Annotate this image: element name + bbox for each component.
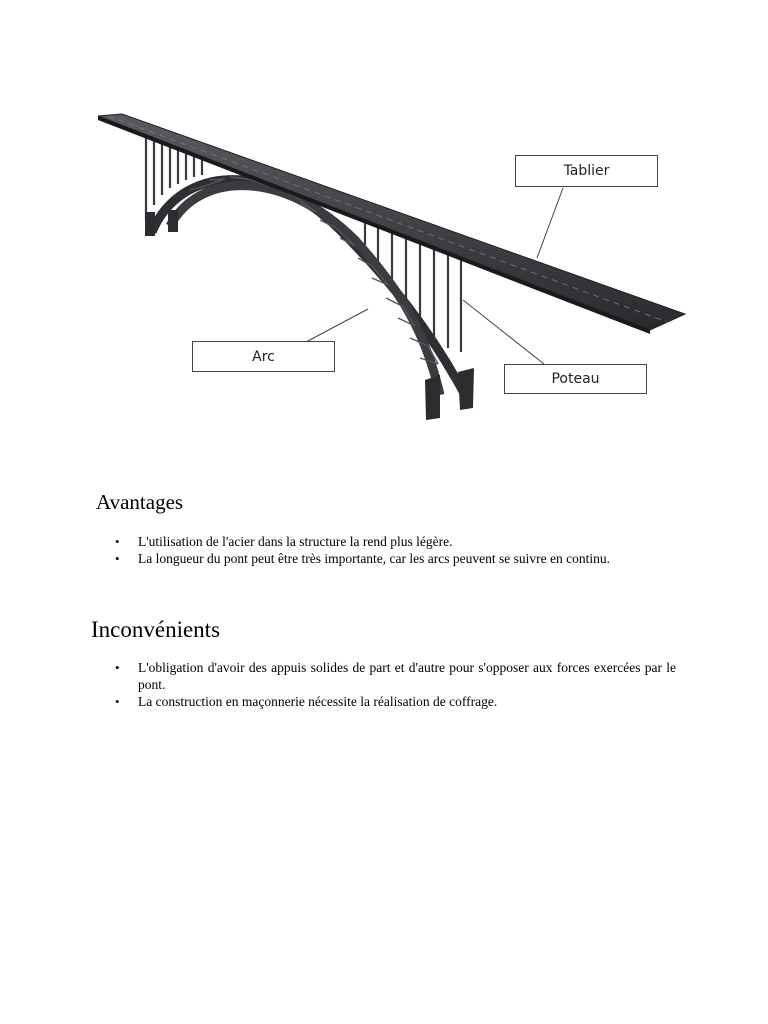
list-item: • La longueur du pont peut être très importante, car les arcs peuvent se suivre en continu.: [115, 550, 676, 567]
list-item: • L'obligation d'avoir des appuis solides de part et d'autre pour s'opposer aux forces exercées par le pont.: [115, 659, 676, 693]
label-arc: Arc: [192, 341, 335, 372]
inconvenients-list: [115, 659, 676, 710]
bridge-figure: [0, 0, 768, 460]
section-heading-avantages: Avantages: [96, 490, 184, 514]
section-heading-inconvenients: Inconvénients: [91, 617, 221, 642]
avantages-list: [115, 533, 676, 567]
list-item: • La construction en maçonnerie nécessite la réalisation de coffrage.: [115, 693, 676, 710]
label-tablier: Tablier: [515, 155, 658, 187]
label-poteau: Poteau: [504, 364, 647, 394]
arch-bridge-illustration: [0, 0, 768, 460]
list-item: • L'utilisation de l'acier dans la structure la rend plus légère.: [115, 533, 676, 550]
